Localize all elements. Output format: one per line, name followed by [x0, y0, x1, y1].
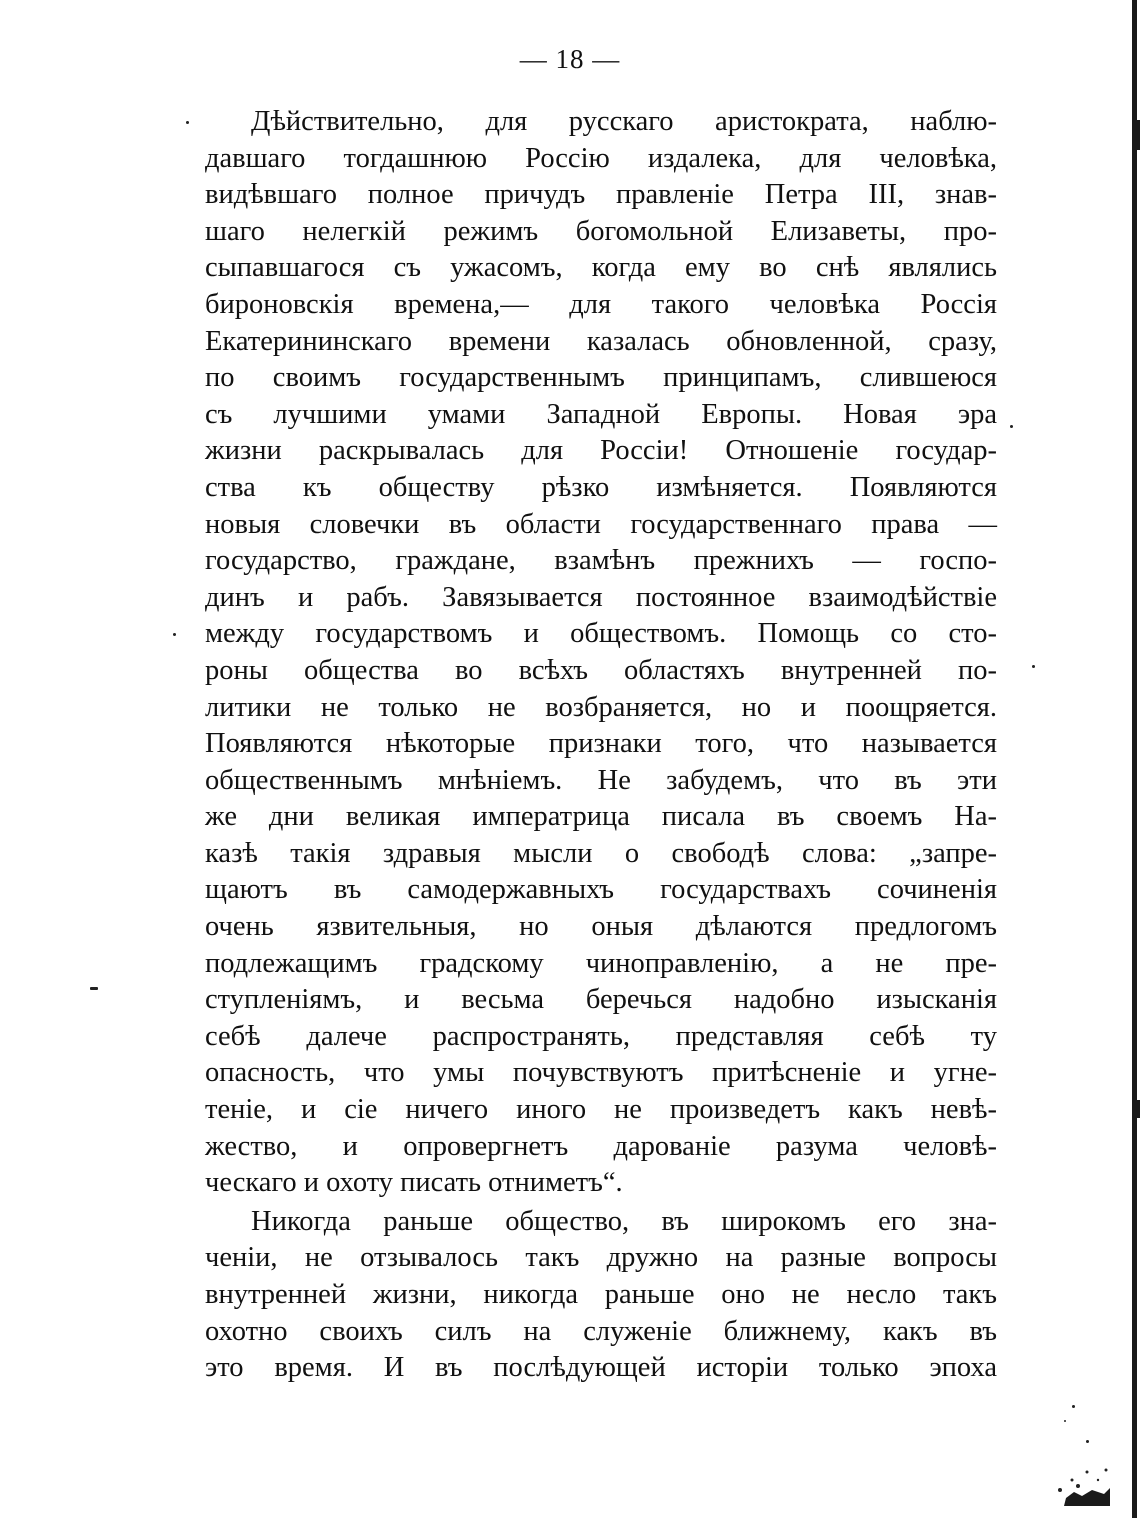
text-line: казѣ такія здравыя мысли о свободѣ слова: „запре- [205, 837, 997, 869]
text-line: общественнымъ мнѣніемъ. Не забудемъ, что въ эти [205, 764, 997, 796]
text-line: съ лучшими умами Западной Европы. Новая эра [205, 398, 997, 430]
text-line: это время. И въ послѣдующей исторіи только эпоха [205, 1352, 997, 1384]
text-line: между государствомъ и обществомъ. Помощь со сто- [205, 618, 997, 650]
text-line: жизни раскрывалась для Россіи! Отношеніе государ- [205, 435, 997, 467]
scan-speck [90, 987, 98, 990]
paragraph-2 [205, 1204, 997, 1387]
scan-speck [173, 633, 176, 636]
text-line: внутренней жизни, никогда раньше оно не несло такъ [205, 1279, 997, 1310]
text-line: Появляются нѣкоторые признаки того, что называется [205, 728, 997, 760]
text-line: новыя словечки въ области государственнаго права — [205, 508, 997, 540]
text-line: Екатерининскаго времени казалась обновленной, сразу, [205, 325, 997, 357]
scan-speck [1010, 425, 1013, 428]
text-line: жество, и опровергнетъ дарованіе разума человѣ- [205, 1130, 997, 1162]
text-line: давшаго тогдашнюю Россію издалека, для человѣка, [205, 142, 997, 174]
scan-speck [1032, 665, 1035, 668]
text-line: ступленіямъ, и весьма беречься надобно изысканія [205, 984, 997, 1016]
scan-speck [1064, 1420, 1066, 1422]
text-line: ченіи, не отзывалось такъ дружно на разные вопросы [205, 1242, 997, 1274]
text-line: себѣ далече распространять, представляя себѣ ту [205, 1020, 997, 1052]
text-line: Дѣйствительно, для русскаго аристократа, наблю- [251, 106, 997, 137]
body-text [205, 104, 997, 1387]
text-line: ства къ обществу рѣзко измѣняется. Появляются [205, 471, 997, 503]
text-line: опасность, что умы почувствуютъ притѣсненіе и угне- [205, 1057, 997, 1089]
text-line: теніе, и сіе ничего иного не произведетъ какъ невѣ- [205, 1094, 997, 1126]
text-line: подлежащимъ градскому чиноправленію, а не пре- [205, 947, 997, 979]
text-line: литики не только не возбраняется, но и поощряется. [205, 691, 997, 723]
scan-speck [186, 121, 189, 124]
text-line: видѣвшаго полное причудъ правленіе Петра III, знав- [205, 179, 997, 211]
text-line: государство, граждане, взамѣнъ прежнихъ — госпо- [205, 545, 997, 577]
text-line: щаютъ въ самодержавныхъ государствахъ сочиненія [205, 874, 997, 906]
scan-speck [1086, 1440, 1089, 1443]
text-line: охотно своихъ силъ на служеніе ближнему, какъ въ [205, 1315, 997, 1347]
text-line: роны общества во всѣхъ областяхъ внутренней по- [205, 654, 997, 686]
text-line: Никогда раньше общество, въ широкомъ его зна- [251, 1205, 997, 1237]
page-number: — 18 — [519, 44, 621, 74]
text-line: же дни великая императрица писала въ своемъ На- [205, 801, 997, 833]
scan-speck [1072, 1405, 1075, 1408]
text-line: динъ и рабъ. Завязывается постоянное взаимодѣйствіе [205, 581, 997, 613]
text-line: по своимъ государственнымъ принципамъ, слившеюся [205, 362, 997, 394]
scan-edge-line [1132, 0, 1137, 1518]
text-line: бироновскія времена,— для такого человѣка Россія [205, 288, 997, 320]
text-line: шаго нелегкій режимъ богомольной Елизаветы, про- [205, 215, 997, 247]
text-line: сыпавшагося съ ужасомъ, когда ему во снѣ являлись [205, 252, 997, 284]
paragraph-1 [205, 104, 997, 1202]
text-line: ческаго и охоту писать отниметъ“. [205, 1167, 623, 1199]
text-line: очень язвительныя, но оныя дѣлаются предлогомъ [205, 911, 997, 943]
scan-corner-noise [1052, 1450, 1114, 1510]
